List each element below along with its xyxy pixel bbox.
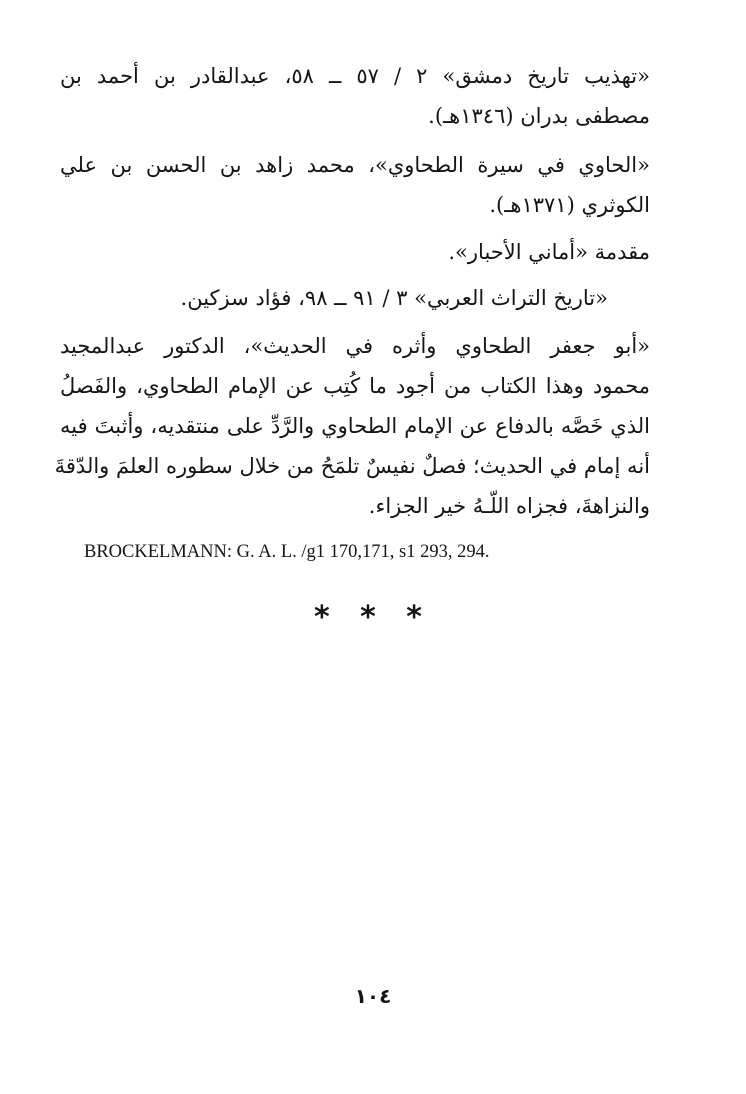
entry-3-line-1: مقدمة «أماني الأحبار». [448,240,650,264]
entry-5-line-1: «أبو جعفر الطحاوي وأثره في الحديث»، الدكتور عبدالمجيد [60,334,650,358]
bibliography-entry-2 [60,145,650,225]
bibliography-entry-1 [60,56,650,136]
entry-2-line-2: الكوثري (١٣٧١هـ). [489,193,650,217]
section-separator: * * * [314,600,432,635]
entry-4-line-1: «تاريخ التراث العربي» ٣ / ٩١ ــ ٩٨، فؤاد سزكين. [180,286,608,310]
bibliography-entry-4 [60,278,650,318]
entry-5-line-2: محمود وهذا الكتاب من أجود ما كُتِب عن الإمام الطحاوي، والفَصلُ [60,374,650,398]
entry-1-line-2: مصطفى بدران (١٣٤٦هـ). [428,104,650,128]
bibliography-entry-5 [54,326,650,526]
entry-2-line-1: «الحاوي في سيرة الطحاوي»، محمد زاهد بن الحسن بن علي [60,153,650,177]
brockelmann-reference: BROCKELMANN: G. A. L. /g1 170,171, s1 293, 294. [84,542,490,562]
bibliography-entry-3 [60,232,650,272]
page-number: ١٠٤ [354,984,392,1008]
entry-5-line-3: الذي خَصَّه بالدفاع عن الإمام الطحاوي والرَّدِّ على منتقديه، وأثبتَ فيه [60,414,650,438]
entry-5-line-5: والنزاهةَ، فجزاه اللّـهُ خير الجزاء. [368,494,650,518]
entry-5-line-4: أنه إمام في الحديث؛ فصلٌ نفيسٌ تلمَحُ من خلال سطوره العلمَ والدّقةَ [54,454,650,478]
entry-1-line-1: «تهذيب تاريخ دمشق» ٢ / ٥٧ ــ ٥٨، عبدالقادر بن أحمد بن [60,64,650,88]
